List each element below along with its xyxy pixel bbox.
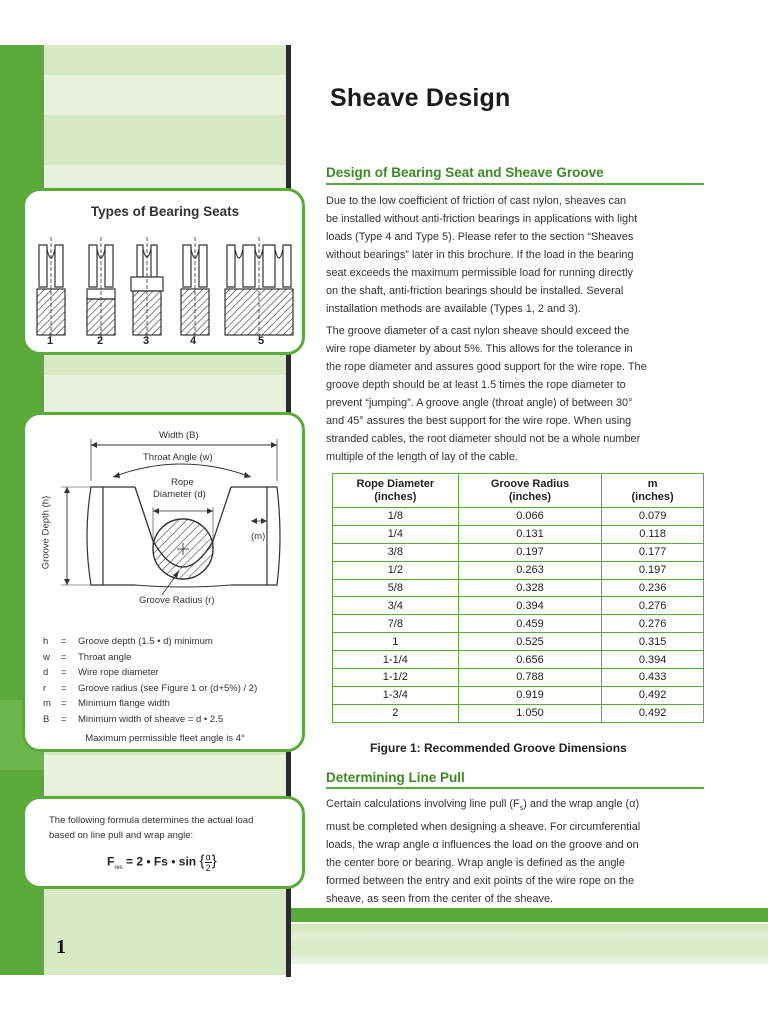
bearing-type-label: 4 bbox=[190, 335, 197, 347]
bearing-type-label: 1 bbox=[47, 335, 54, 347]
formula-alpha: α bbox=[205, 852, 211, 862]
formula-rhs: = 2 • Fs • sin bbox=[126, 854, 197, 869]
table-header-groove-radius: Groove Radius (inches) bbox=[458, 474, 602, 508]
table-row: 3/4 0.394 0.276 bbox=[333, 597, 704, 615]
groove-dimensions-table bbox=[332, 473, 704, 723]
bearing-section-rule bbox=[326, 183, 704, 185]
table-row: 3/8 0.197 0.177 bbox=[333, 543, 704, 561]
line-pull-rule bbox=[326, 787, 704, 789]
groove-cross-section-diagram bbox=[31, 421, 299, 621]
table-header-row bbox=[333, 474, 704, 508]
legend-row: d = Wire rope diameter bbox=[43, 667, 159, 679]
bearing-type-label: 2 bbox=[97, 335, 104, 347]
rope-label-line1: Rope bbox=[171, 477, 194, 488]
bearing-type-3-icon bbox=[131, 237, 163, 337]
page-number: 1 bbox=[56, 936, 66, 958]
table-row: 1/8 0.066 0.079 bbox=[333, 508, 704, 526]
table-row: 1/4 0.131 0.118 bbox=[333, 525, 704, 543]
line-pull-paragraph: Certain calculations involving line pull $(F_s)$ and the wrap angle (α) must be completed when designing a sheave. For circumferential loads, the wrap angle α influences the load on the groove and on the center bore or bearing. Wrap angle is defined as the angle formed between the entry and exit points of the wire rope on the sheave, as seen from the center of the sheave. bbox=[326, 798, 641, 906]
table-row: 1 0.525 0.315 bbox=[333, 633, 704, 651]
formula-two: 2 bbox=[205, 863, 211, 873]
bottom-green-band bbox=[291, 908, 768, 922]
table-row: 5/8 0.328 0.236 bbox=[333, 579, 704, 597]
bearing-type-label: 5 bbox=[258, 335, 265, 347]
bearing-seats-diagram bbox=[33, 237, 301, 345]
bearing-type-5-icon bbox=[225, 237, 293, 337]
legend-row: w = Throat angle bbox=[43, 651, 132, 663]
throat-angle-label: Throat Angle (w) bbox=[143, 452, 213, 463]
bearing-type-label: 3 bbox=[143, 335, 150, 347]
table-row: 2 1.050 0.492 bbox=[333, 704, 704, 722]
table-row: 1-1/2 0.788 0.433 bbox=[333, 669, 704, 687]
legend-row: h = Groove depth (1.5 • d) minimum bbox=[43, 636, 213, 647]
bottom-light-band bbox=[291, 924, 768, 964]
formula-F: F bbox=[107, 854, 115, 869]
bearing-seats-card bbox=[22, 188, 305, 355]
page-title: Sheave Design bbox=[330, 84, 511, 112]
groove-legend bbox=[43, 634, 257, 728]
table-row: 7/8 0.459 0.276 bbox=[333, 615, 704, 633]
formula-F-subscript: res bbox=[114, 865, 123, 872]
table-row: 1-3/4 0.919 0.492 bbox=[333, 686, 704, 704]
load-formula: $F_{res} = 2$ • Fs • sin { $\frac{\alpha}{2}$ } bbox=[107, 852, 217, 873]
bearing-section-paragraph-2: The groove diameter of a cast nylon sheave should exceed the wire rope diameter by about 5%. This allows for the tolerance in the rope diameter and assures good support for the wire rope. The groove depth should be at least 1.5 times the rope diameter to prevent “jumping”. A groove angle (throat angle) of between 30° and 45° assures the best support for the wire rope. When using stranded cables, the root diameter should not be a whole number multiple of the length of lay of the cable. bbox=[326, 325, 647, 463]
groove-diagram-card bbox=[22, 412, 305, 752]
bearing-section-paragraph-1: Due to the low coefficient of friction of cast nylon, sheaves can be installed without anti-friction bearings in applications with light loads (Type 4 and Type 5). Please refer to the section “Sheaves without bearings” later in this brochure. If the load in the bearing seat exceeds the maximum permissible load for running directly on the shaft, anti-friction bearings should be installed. Several installation methods are available (Types 1, 2 and 3). bbox=[326, 195, 638, 315]
bearing-seats-title: Types of Bearing Seats bbox=[90, 204, 240, 219]
groove-depth-label: Groove Depth (h) bbox=[40, 495, 52, 570]
table-row: 1-1/4 0.656 0.394 bbox=[333, 651, 704, 669]
table-header-m: m (inches) bbox=[602, 474, 704, 508]
bearing-section-heading: Design of Bearing Seat and Sheave Groove bbox=[326, 165, 604, 180]
width-label: Width (B) bbox=[159, 430, 199, 441]
legend-row: m = Minimum flange width bbox=[43, 698, 170, 710]
fleet-angle-note: Maximum permissible fleet angle is 4° bbox=[85, 733, 245, 744]
formula-description: The following formula determines the actual load based on line pull and wrap angle: bbox=[49, 815, 254, 841]
flange-label: (m) bbox=[251, 531, 266, 542]
bearing-type-2-icon bbox=[87, 237, 115, 337]
line-pull-heading: Determining Line Pull bbox=[326, 770, 465, 785]
groove-radius-label: Groove Radius (r) bbox=[139, 595, 215, 606]
formula-card bbox=[22, 796, 305, 889]
legend-row: r = Groove radius (see Figure 1 or (d+5%) / 2) bbox=[43, 682, 258, 694]
rope-label-line2: Diameter (d) bbox=[153, 489, 206, 500]
table-row: 1/2 0.263 0.197 bbox=[333, 561, 704, 579]
bearing-type-1-icon bbox=[37, 237, 65, 337]
table-header-rope-diameter: Rope Diameter (inches) bbox=[333, 474, 459, 508]
table-caption: Figure 1: Recommended Groove Dimensions bbox=[370, 741, 627, 755]
bearing-type-4-icon bbox=[181, 237, 209, 337]
legend-row: B = Minimum width of sheave = d • 2.5 bbox=[43, 713, 224, 725]
